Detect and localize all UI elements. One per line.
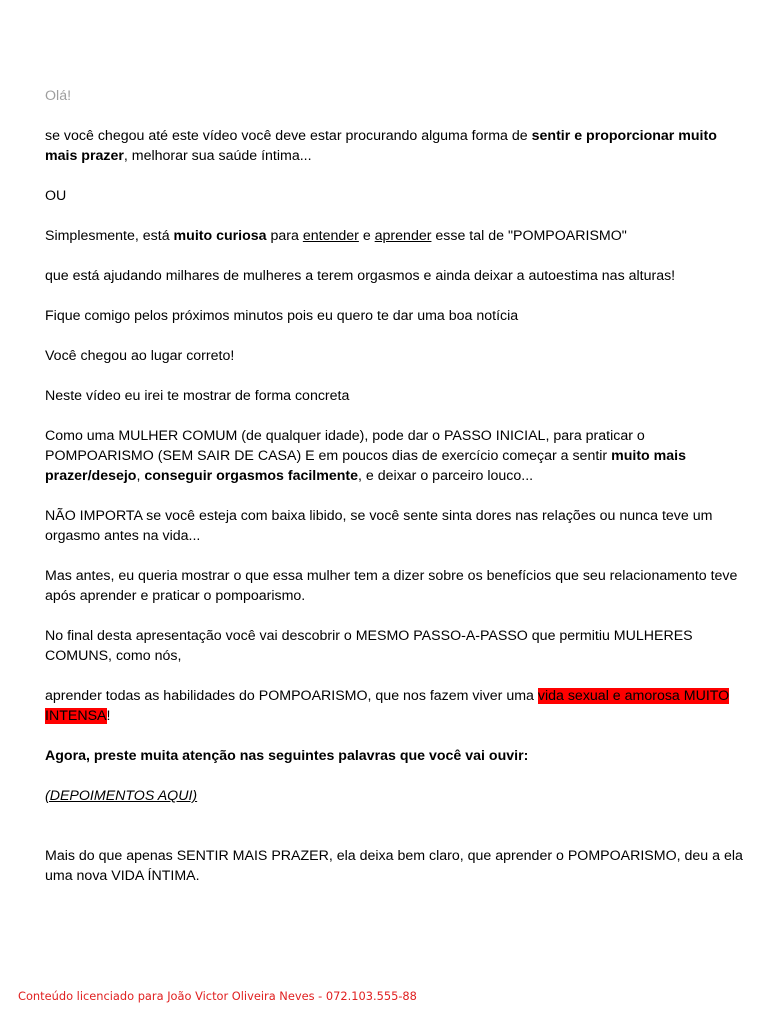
paragraph-nao-importa: NÃO IMPORTA se você esteja com baixa libido, se você sente sinta dores nas relações ou nunca teve um orgasmo antes na vida...: [45, 508, 713, 544]
intro-text-bold: sentir e proporcionar muito mais prazer: [45, 128, 717, 164]
mulher-text-a: Como uma MULHER COMUM (de qualquer idade), pode dar o PASSO INICIAL, para praticar o POMPOARISMO (SEM SAIR DE CASA) E em poucos dias de exercício começar a sentir: [45, 428, 645, 464]
atencao-bold: Agora, preste muita atenção nas seguintes palavras que você vai ouvir:: [45, 748, 529, 764]
paragraph-lugar-correto: Você chegou ao lugar correto!: [45, 348, 235, 364]
paragraph-ou: OU: [45, 188, 67, 204]
curiosa-text-bold: muito curiosa: [173, 228, 267, 244]
curiosa-text-e: e: [358, 228, 375, 244]
document-body: [45, 86, 745, 906]
paragraph-curiosa: [45, 226, 745, 246]
paragraph-milhares: que está ajudando milhares de mulheres a terem orgasmos e ainda deixar a autoestima nas alturas!: [45, 268, 676, 284]
license-footer: Conteúdo licenciado para João Victor Oliveira Neves - 072.103.555-88: [18, 989, 417, 1003]
mulher-bold-prazer: muito mais prazer/desejo: [45, 448, 687, 484]
paragraph-no-final: No final desta apresentação você vai descobrir o MESMO PASSO-A-PASSO que permitiu MULHERES COMUNS, como nós,: [45, 628, 693, 664]
underlined-aprender: aprender: [374, 228, 432, 244]
curiosa-text-a: Simplesmente, está: [45, 228, 174, 244]
paragraph-neste-video: Neste vídeo eu irei te mostrar de forma concreta: [45, 388, 350, 404]
paragraph-habilidades: [45, 686, 745, 726]
habilidades-text-a: aprender todas as habilidades do POMPOARISMO, que nos fazem viver uma: [45, 688, 538, 704]
spacer: [45, 826, 745, 846]
depoimentos-placeholder: (DEPOIMENTOS AQUI): [45, 788, 198, 804]
paragraph-atencao: [45, 746, 745, 766]
paragraph-fique-comigo: Fique comigo pelos próximos minutos pois eu quero te dar uma boa notícia: [45, 308, 519, 324]
mulher-text-c: ,: [136, 468, 145, 484]
curiosa-text-g: esse tal de "POMPOARISMO": [431, 228, 627, 244]
mulher-bold-orgasmos: conseguir orgasmos facilmente: [144, 468, 359, 484]
paragraph-mas-antes: Mas antes, eu queria mostrar o que essa mulher tem a dizer sobre os benefícios que seu relacionamento teve após aprender e praticar o pompoarismo.: [45, 568, 738, 604]
paragraph-depoimentos: [45, 786, 745, 806]
curiosa-text-c: para: [266, 228, 303, 244]
greeting: Olá!: [45, 88, 72, 104]
intro-text-a: se você chegou até este vídeo você deve estar procurando alguma forma de: [45, 128, 532, 144]
underlined-entender: entender: [302, 228, 359, 244]
habilidades-text-c: !: [106, 708, 111, 724]
paragraph-intro: [45, 126, 745, 166]
paragraph-vida-intima: Mais do que apenas SENTIR MAIS PRAZER, ela deixa bem claro, que aprender o POMPOARISMO, deu a ela uma nova VIDA ÍNTIMA.: [45, 848, 743, 884]
paragraph-mulher-comum: [45, 426, 745, 486]
highlighted-vida-sexual: vida sexual e amorosa MUITO INTENSA: [45, 688, 730, 724]
intro-text-c: , melhorar sua saúde íntima...: [123, 148, 312, 164]
mulher-text-e: , e deixar o parceiro louco...: [358, 468, 534, 484]
